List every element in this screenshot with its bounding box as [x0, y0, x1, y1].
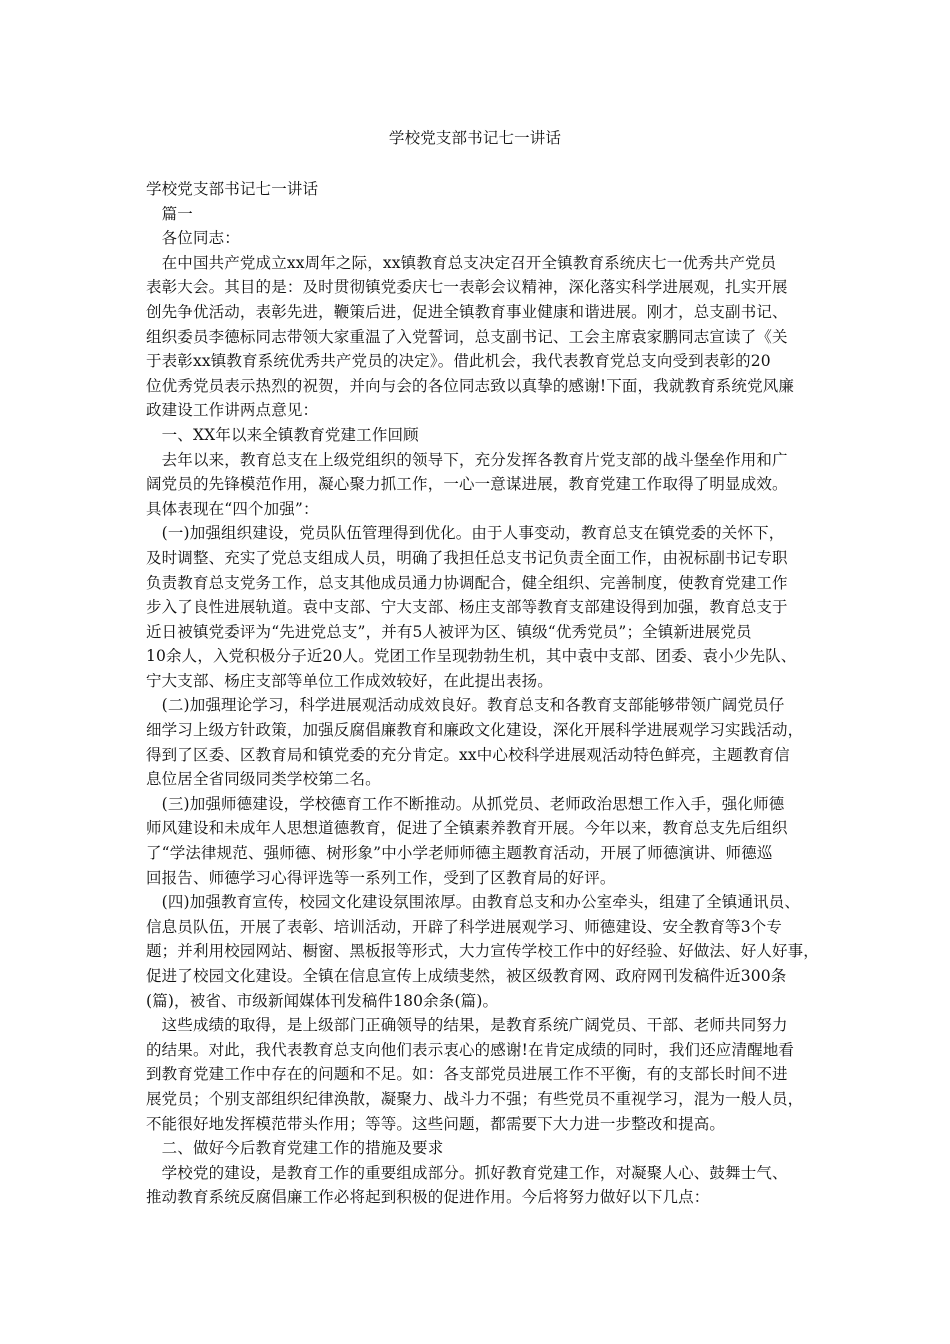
text-line: 步入了良性进展轨道。袁中支部、宁大支部、杨庄支部等教育支部建设得到加强，教育总支于 — [146, 598, 788, 617]
text-line: 于表彰xx镇教育系统优秀共产党员的决定》。借此机会，我代表教育党总支向受到表彰的20 — [146, 352, 771, 371]
text-line: 负责教育总支党务工作，总支其他成员通力协调配合，健全组织、完善制度，使教育党建工作 — [146, 573, 788, 592]
text-line: (篇)，被省、市级新闻媒体刊发稿件180余条(篇)。 — [146, 991, 499, 1010]
text-line: 宁大支部、杨庄支部等单位工作成效较好，在此提出表扬。 — [146, 671, 553, 690]
text-line: 表彰大会。其目的是：及时贯彻镇党委庆七一表彰会议精神，深化落实科学进展观，扎实开展 — [146, 278, 788, 297]
text-line: 去年以来，教育总支在上级党组织的领导下，充分发挥各教育片党支部的战斗堡垒作用和广 — [146, 450, 788, 469]
text-line: 位优秀党员表示热烈的祝贺，并向与会的各位同志致以真挚的感谢!下面，我就教育系统党风廉 — [146, 376, 795, 395]
page-title: 学校党支部书记七一讲话 — [388, 129, 562, 147]
text-line: 回报告、师德学习心得评选等一系列工作，受到了区教育局的好评。 — [146, 868, 616, 887]
text-line: 政建设工作讲两点意见： — [146, 401, 319, 420]
text-line: 10余人，入党积极分子近20人。党团工作呈现勃勃生机，其中袁中支部、团委、袁小少先队、 — [146, 647, 797, 666]
text-line: 在中国共产党成立xx周年之际，xx镇教育总支决定召开全镇教育系统庆七一优秀共产党员 — [146, 253, 777, 272]
text-line: 各位同志： — [146, 229, 240, 248]
text-line: (二)加强理论学习，科学进展观活动成效良好。教育总支和各教育支部能够带领广阔党员仔 — [146, 696, 785, 715]
text-line: 篇一 — [146, 204, 193, 223]
text-line: 细学习上级方针政策，加强反腐倡廉教育和廉政文化建设，深化开展科学进展观学习实践活动， — [146, 721, 804, 740]
text-line: 得到了区委、区教育局和镇党委的充分肯定。xx中心校科学进展观活动特色鲜亮，主题教育信 — [146, 745, 790, 764]
text-line: 的结果。对此，我代表教育总支向他们表示衷心的感谢!在肯定成绩的同时，我们还应清醒地看 — [146, 1040, 795, 1059]
text-line: (四)加强教育宣传，校园文化建设氛围浓厚。由教育总支和办公室牵头，组建了全镇通讯员、 — [146, 893, 801, 912]
text-line: 及时调整、充实了党总支组成人员，明确了我担任总支书记负责全面工作，由祝标副书记专职 — [146, 548, 788, 567]
text-line: 促进了校园文化建设。全镇在信息宣传上成绩斐然，被区级教育网、政府网刊发稿件近300条 — [146, 967, 787, 985]
text-line: 推动教育系统反腐倡廉工作必将起到积极的促进作用。今后将努力做好以下几点： — [146, 1188, 710, 1207]
text-line: 二、做好今后教育党建工作的措施及要求 — [146, 1139, 444, 1158]
document-body — [146, 177, 818, 1210]
text-line: (三)加强师德建设，学校德育工作不断推动。从抓党员、老师政治思想工作入手，强化师德 — [146, 794, 785, 813]
text-line: (一)加强组织建设，党员队伍管理得到优化。由于人事变动，教育总支在镇党委的关怀下， — [146, 524, 785, 543]
text-line: 近日被镇党委评为“先进党总支”，并有5人被评为区、镇级“优秀党员”；全镇新进展党员 — [146, 622, 752, 641]
text-line: 息位居全省同级同类学校第二名。 — [146, 770, 381, 789]
text-line: 展党员；个别支部组织纪律涣散，凝聚力、战斗力不强；有些党员不重视学习，混为一般人员， — [146, 1089, 804, 1108]
text-line: 信息员队伍，开展了表彰、培训活动，开辟了科学进展观学习、师德建设、安全教育等3个专 — [146, 917, 783, 936]
text-line: 这些成绩的取得，是上级部门正确领导的结果，是教育系统广阔党员、干部、老师共同努力 — [146, 1016, 788, 1035]
text-line: 具体表现在“四个加强”： — [146, 499, 319, 518]
text-line: 了“学法律规范、强师德、树形象”中小学老师师德主题教育活动，开展了师德演讲、师德巡 — [146, 844, 773, 863]
text-line: 组织委员李德标同志带领大家重温了入党誓词，总支副书记、工会主席袁家鹏同志宣读了《关 — [146, 327, 788, 346]
text-line: 创先争优活动，表彰先进，鞭策后进，促进全镇教育事业健康和谐进展。刚才，总支副书记、 — [146, 302, 788, 321]
text-line: 不能很好地发挥模范带头作用；等等。这些问题，都需要下大力进一步整改和提高。 — [146, 1114, 726, 1133]
text-line: 阔党员的先锋模范作用，凝心聚力抓工作，一心一意谋进展，教育党建工作取得了明显成效。 — [146, 475, 788, 494]
text-line: 题；并利用校园网站、橱窗、黑板报等形式，大力宣传学校工作中的好经验、好做法、好人好事， — [146, 942, 819, 961]
text-line: 学校党支部书记七一讲话 — [146, 180, 319, 198]
text-line: 到教育党建工作中存在的问题和不足。如：各支部党员进展工作不平衡，有的支部长时间不进 — [146, 1065, 788, 1084]
text-line: 师风建设和未成年人思想道德教育，促进了全镇素养教育开展。今年以来，教育总支先后组织 — [146, 819, 788, 838]
text-line: 学校党的建设，是教育工作的重要组成部分。抓好教育党建工作，对凝聚人心、鼓舞士气、 — [146, 1163, 788, 1182]
text-line: 一、XX年以来全镇教育党建工作回顾 — [146, 425, 419, 444]
